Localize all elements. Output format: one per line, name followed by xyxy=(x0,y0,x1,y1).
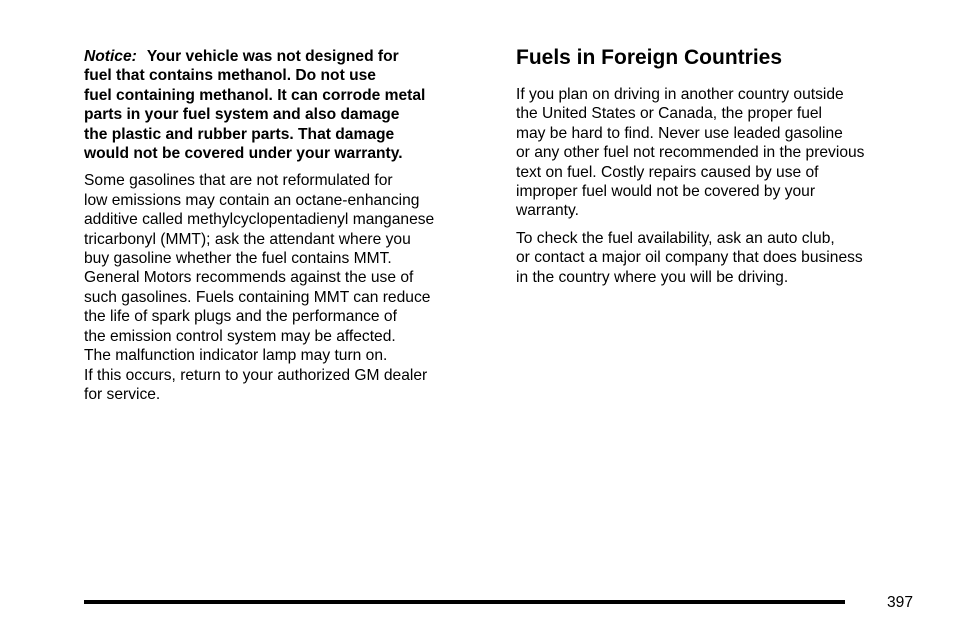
paragraph-line: warranty. xyxy=(516,202,579,220)
fuel-availability-paragraph xyxy=(516,229,926,287)
paragraph-line: If this occurs, return to your authorized GM dealer xyxy=(84,366,428,384)
paragraph-line: such gasolines. Fuels containing MMT can reduce xyxy=(84,288,431,306)
paragraph-line: The malfunction indicator lamp may turn on. xyxy=(84,347,388,365)
paragraph-line: may be hard to find. Never use leaded gasoline xyxy=(516,124,843,142)
paragraph-line: text on fuel. Costly repairs caused by use of xyxy=(516,163,819,181)
notice-line: fuel that contains methanol. Do not use xyxy=(84,67,376,85)
page-number: 397 xyxy=(887,594,914,611)
paragraph-line: buy gasoline whether the fuel contains MMT. xyxy=(84,250,392,268)
foreign-fuel-paragraph xyxy=(516,85,926,221)
paragraph-line: the emission control system may be affected. xyxy=(84,327,396,345)
paragraph-line: tricarbonyl (MMT); ask the attendant where you xyxy=(84,230,411,248)
paragraph-line: improper fuel would not be covered by your xyxy=(516,183,816,201)
left-column xyxy=(84,47,490,412)
paragraph-line: additive called methylcyclopentadienyl manganese xyxy=(84,211,435,229)
mmt-paragraph xyxy=(84,171,490,404)
paragraph-line: in the country where you will be driving. xyxy=(516,268,789,286)
notice-line: the plastic and rubber parts. That damage xyxy=(84,125,395,143)
paragraph-line: or any other fuel not recommended in the previous xyxy=(516,144,865,162)
notice-line: Your vehicle was not designed for xyxy=(146,48,399,65)
paragraph-line: the life of spark plugs and the performance of xyxy=(84,308,397,326)
right-column xyxy=(516,44,926,295)
footer-rule xyxy=(84,600,845,604)
notice-line: would not be covered under your warranty. xyxy=(84,145,403,163)
section-heading: Fuels in Foreign Countries xyxy=(516,46,783,69)
paragraph-line: or contact a major oil company that does business xyxy=(516,249,863,267)
notice-line: fuel containing methanol. It can corrode metal xyxy=(84,86,426,104)
methanol-notice xyxy=(84,47,490,163)
paragraph-line: Some gasolines that are not reformulated for xyxy=(84,172,393,190)
paragraph-line: If you plan on driving in another country outside xyxy=(516,86,844,103)
notice-line: parts in your fuel system and also damage xyxy=(84,106,400,124)
paragraph-line: To check the fuel availability, ask an auto club, xyxy=(516,229,835,247)
paragraph-line: for service. xyxy=(84,385,161,403)
paragraph-line: low emissions may contain an octane-enhancing xyxy=(84,191,420,209)
paragraph-line: General Motors recommends against the use of xyxy=(84,269,414,287)
notice-label: Notice: xyxy=(84,48,137,65)
paragraph-line: the United States or Canada, the proper fuel xyxy=(516,105,823,123)
